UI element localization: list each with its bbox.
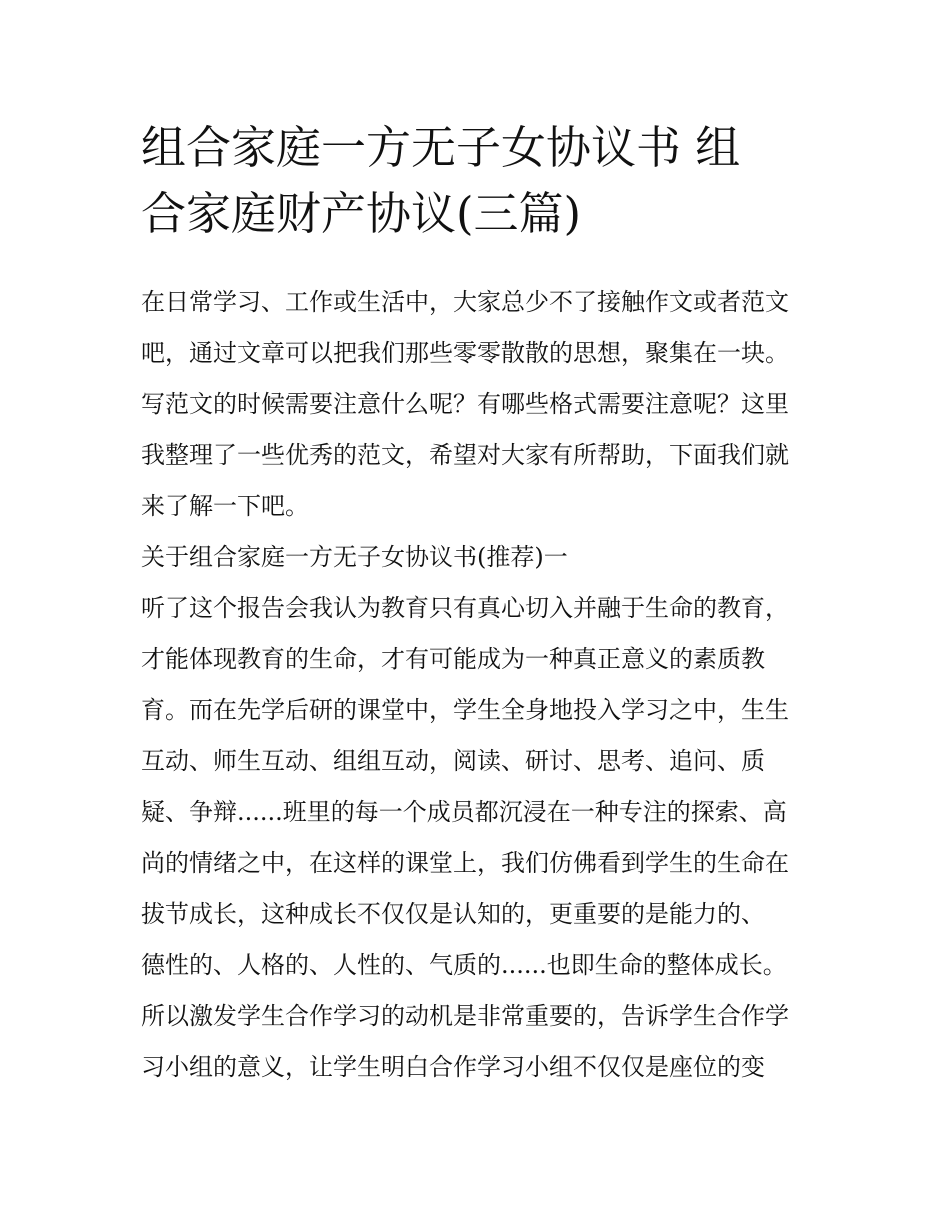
text-line: 来了解一下吧。 [141, 492, 309, 520]
text-line: 所以激发学生合作学习的动机是非常重要的，告诉学生合作学 [141, 1002, 789, 1030]
document-body [141, 277, 817, 1093]
text-line: 疑、争辩......班里的每一个成员都沉浸在一种专注的探索、高 [141, 798, 787, 826]
title-line: 组合家庭一方无子女协议书 组 [141, 121, 741, 174]
section-heading: 关于组合家庭一方无子女协议书(推荐)一 [141, 543, 568, 571]
document-content [141, 115, 817, 1093]
document-title [141, 115, 817, 247]
text-line: 在日常学习、工作或生活中，大家总少不了接触作文或者范文 [141, 288, 789, 316]
text-line: 尚的情绪之中，在这样的课堂上，我们仿佛看到学生的生命在 [141, 849, 789, 877]
text-line: 才能体现教育的生命，才有可能成为一种真正意义的素质教 [141, 645, 765, 673]
text-line: 德性的、人格的、人性的、气质的......也即生命的整体成长。 [141, 951, 787, 979]
title-line: 合家庭财产协议(三篇) [141, 187, 582, 240]
text-line: 拔节成长，这种成长不仅仅是认知的，更重要的是能力的、 [141, 900, 765, 928]
text-line: 吧，通过文章可以把我们那些零零散散的思想，聚集在一块。 [141, 339, 789, 367]
text-line: 习小组的意义，让学生明白合作学习小组不仅仅是座位的变 [141, 1053, 765, 1081]
text-line: 写范文的时候需要注意什么呢？有哪些格式需要注意呢？这里 [141, 390, 789, 418]
text-line: 我整理了一些优秀的范文，希望对大家有所帮助，下面我们就 [141, 441, 789, 469]
text-line: 互动、师生互动、组组互动，阅读、研讨、思考、追问、质 [141, 747, 765, 775]
text-line: 育。而在先学后研的课堂中，学生全身地投入学习之中，生生 [141, 696, 789, 724]
text-line: 听了这个报告会我认为教育只有真心切入并融于生命的教育， [141, 594, 789, 622]
